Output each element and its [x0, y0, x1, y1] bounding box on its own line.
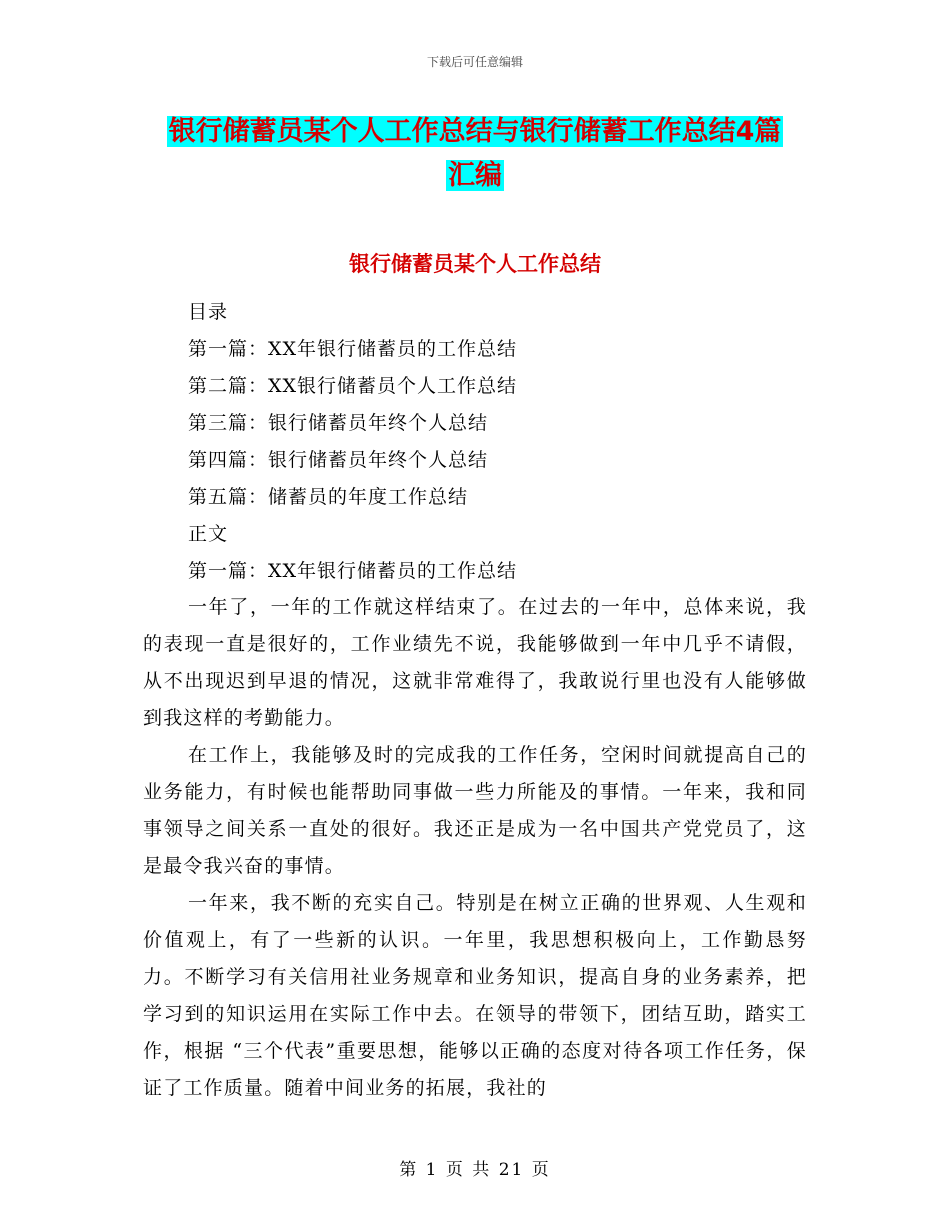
table-of-contents: [188, 294, 828, 590]
toc-item: 第二篇：XX银行储蓄员个人工作总结: [188, 375, 518, 397]
page-footer: 第 1 页 共 21 页: [399, 1160, 551, 1180]
title-line-2: 汇编: [448, 160, 502, 191]
paragraph: 一年了，一年的工作就这样结束了。在过去的一年中，总体来说，我的表现一直是很好的，工作业绩先不说，我能够做到一年中几乎不请假，从不出现迟到早退的情况，这就非常难得了，我敢说行里也没有人能够做到我这样的考勤能力。: [143, 596, 807, 729]
toc-item: 第一篇：XX年银行储蓄员的工作总结: [188, 338, 518, 360]
section-title: 银行储蓄员某个人工作总结: [349, 252, 601, 276]
title-line-1: 银行储蓄员某个人工作总结与银行储蓄工作总结4篇: [168, 116, 782, 147]
toc-heading: 目录: [188, 301, 229, 323]
paragraph: 在工作上，我能够及时的完成我的工作任务，空闲时间就提高自己的业务能力，有时候也能帮助同事做一些力所能及的事情。一年来，我和同事领导之间关系一直处的很好。我还正是成为一名中国共产党党员了，这是最令我兴奋的事情。: [143, 744, 807, 877]
body-heading: 正文: [188, 523, 229, 545]
chapter-heading: 第一篇：XX年银行储蓄员的工作总结: [188, 560, 518, 582]
paragraph: 一年来，我不断的充实自己。特别是在树立正确的世界观、人生观和价值观上，有了一些新的认识。一年里，我思想积极向上，工作勤恳努力。不断学习有关信用社业务规章和业务知识，提高自身的业务素养，把学习到的知识运用在实际工作中去。在领导的带领下，团结互助，踏实工作，根据 “三个代表”重要思想，能够以正确的态度对待各项工作任务，保证了工作质量。随着中间业务的拓展，我社的: [143, 892, 807, 1099]
toc-item: 第四篇：银行储蓄员年终个人总结: [188, 449, 489, 471]
document-title: [150, 110, 800, 198]
toc-item: 第三篇：银行储蓄员年终个人总结: [188, 412, 489, 434]
header-note: 下载后可任意编辑: [426, 55, 523, 69]
body-text: [143, 589, 807, 1107]
toc-item: 第五篇：储蓄员的年度工作总结: [188, 486, 469, 508]
